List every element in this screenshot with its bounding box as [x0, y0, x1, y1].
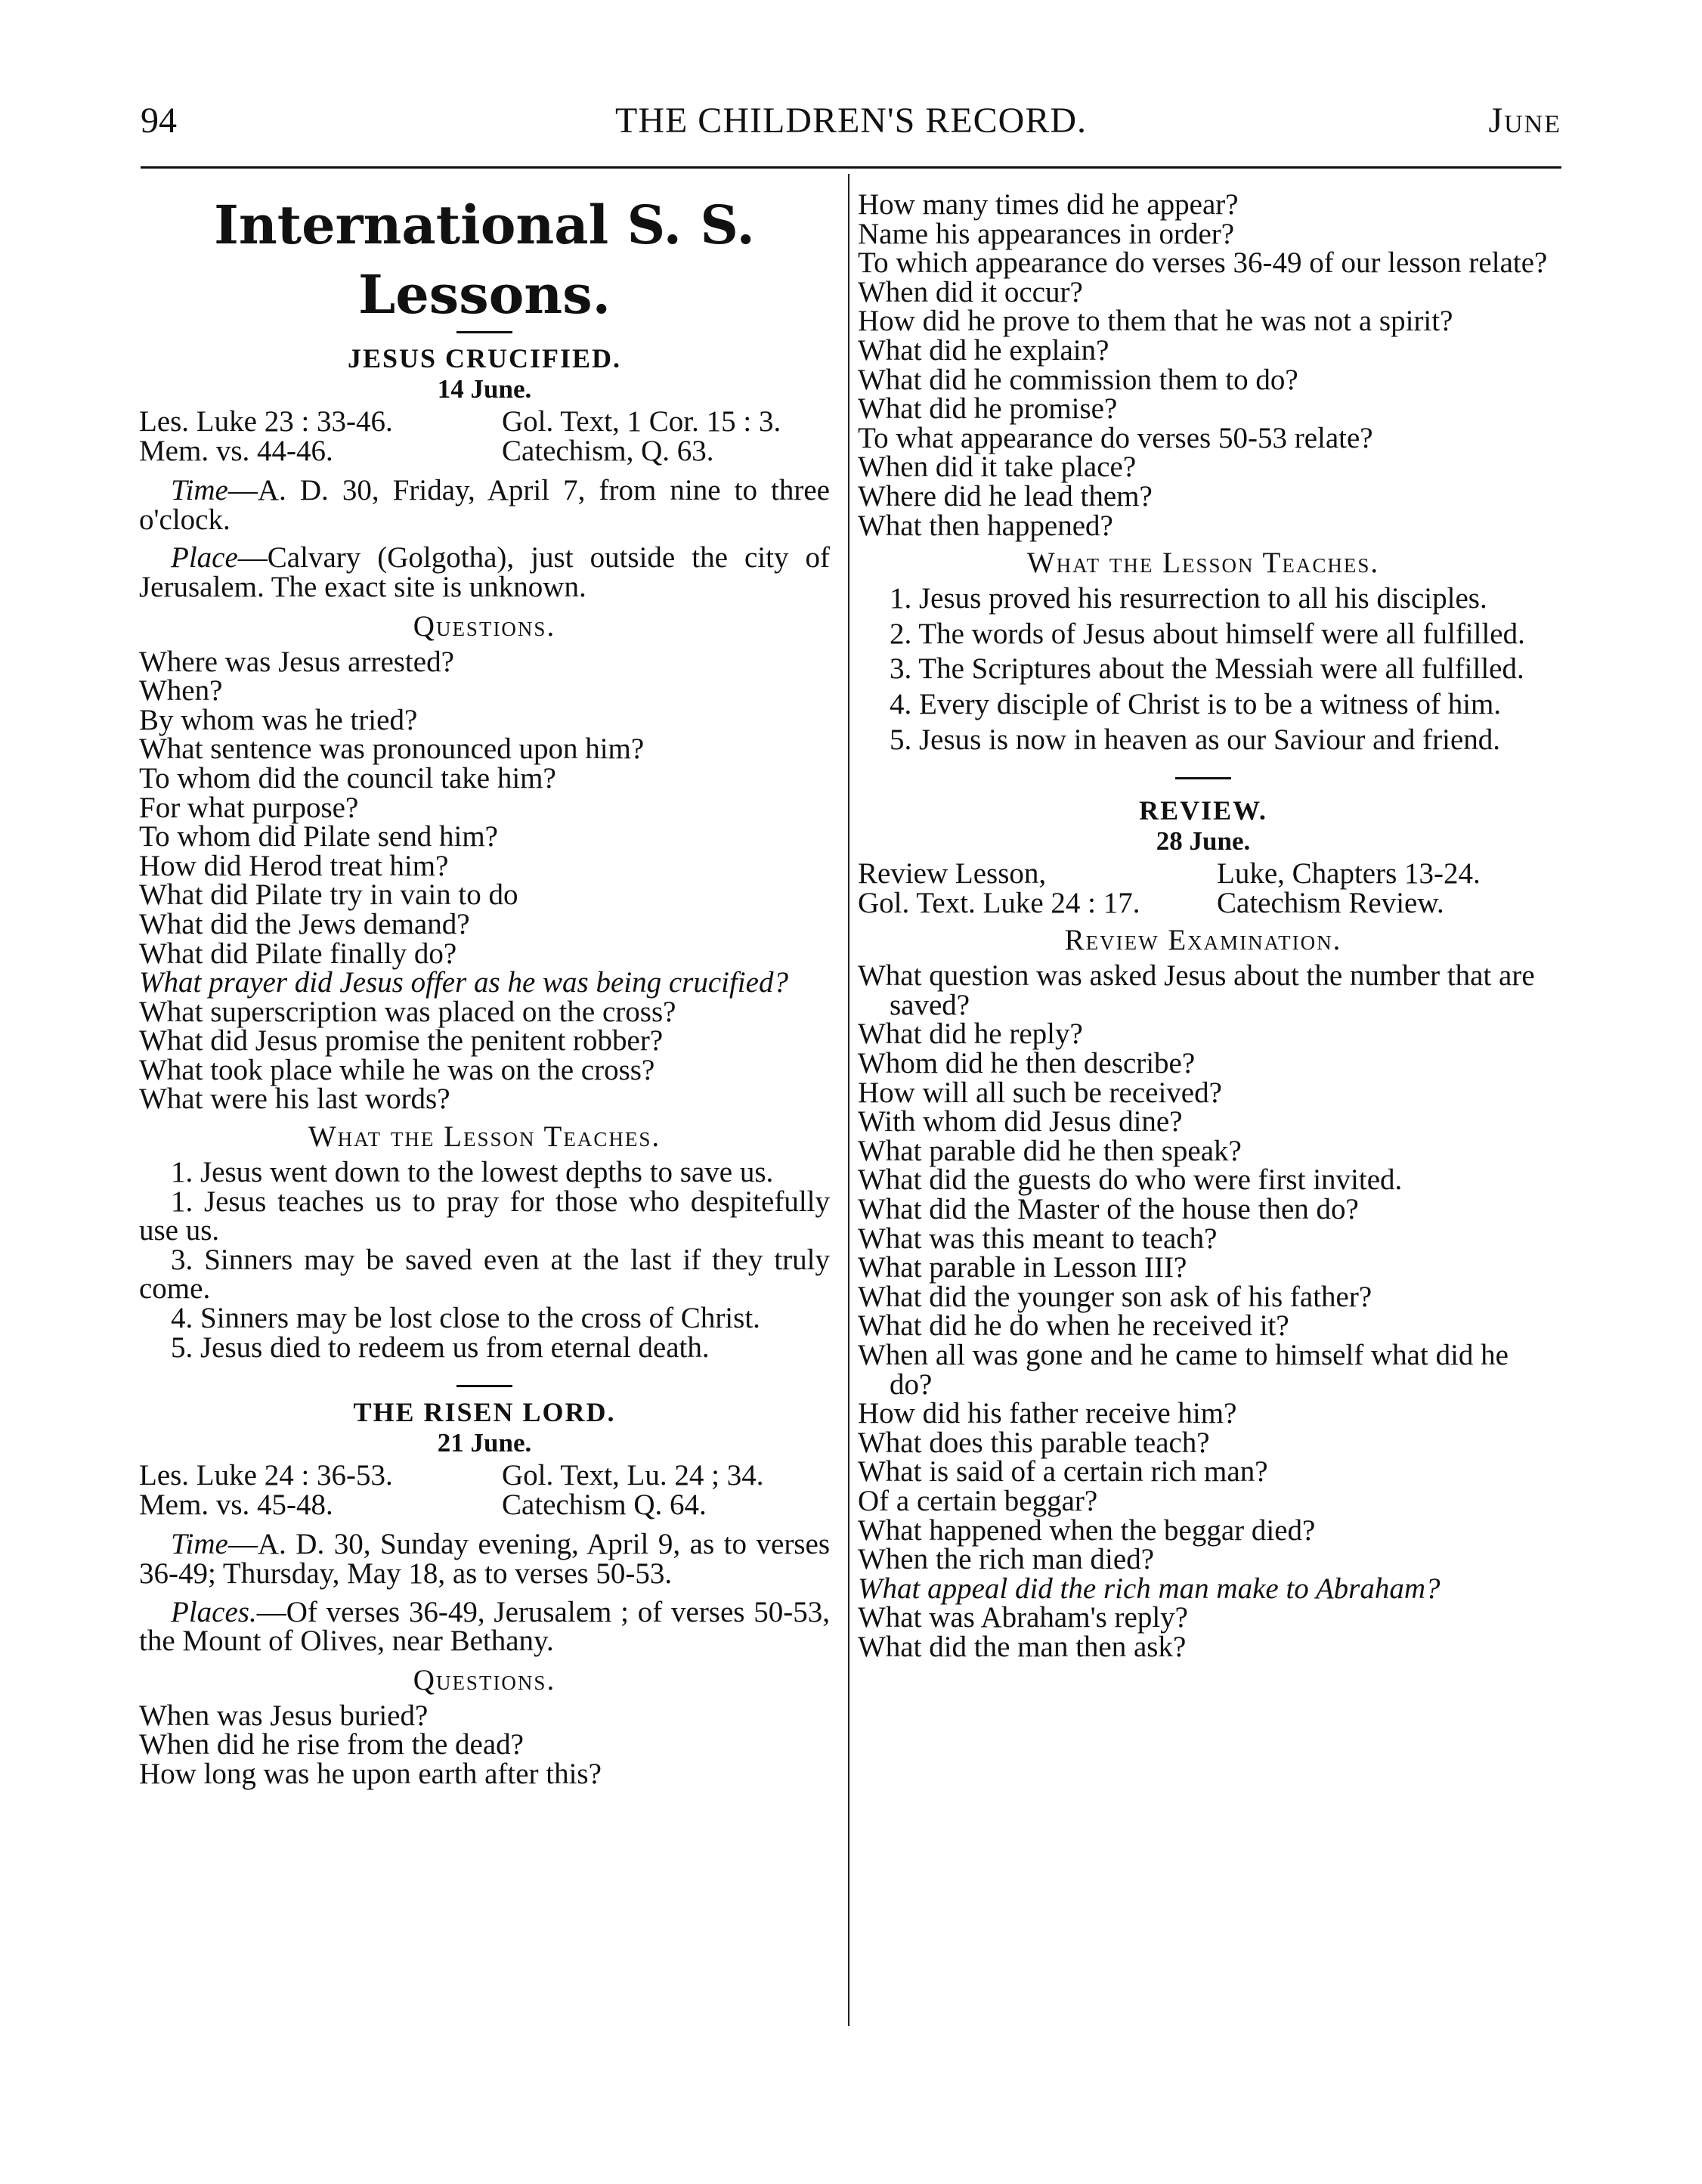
question: What took place while he was on the cross? [139, 1053, 655, 1086]
question: What did he reply? [858, 1018, 1083, 1051]
divider [1175, 777, 1231, 779]
time-text: —A. D. 30, Friday, April 7, from nine to three o'clock. [139, 474, 830, 536]
time-text: —A. D. 30, Sunday evening, April 9, as to verses 36-49; Thursday, May 18, as to verses 50-53. [139, 1528, 830, 1590]
catechism-ref: Catechism Q. 64. [502, 1488, 707, 1521]
memory-verses-ref: Mem. vs. 45-48. [139, 1488, 333, 1521]
question: What was this meant to teach? [858, 1222, 1218, 1255]
lesson-date: 14 June. [437, 374, 532, 404]
right-column [858, 188, 1549, 1663]
catechism-ref: Catechism Review. [1217, 886, 1444, 919]
question: What sentence was pronounced upon him? [139, 733, 645, 766]
question: How did Herod treat him? [139, 849, 449, 882]
question: What does this parable teach? [858, 1426, 1210, 1459]
question: What did the Master of the house then do? [858, 1193, 1359, 1226]
time-label: Time [171, 1528, 228, 1561]
teaching-point: 1. Jesus teaches us to pray for those who despitefully use us. [139, 1185, 830, 1247]
questions-heading: Questions. [413, 1663, 556, 1696]
question: When all was gone and he came to himself what did he do? [858, 1339, 1509, 1401]
question: To what appearance do verses 50-53 relate? [858, 421, 1373, 454]
question: What did Jesus promise the penitent robber? [139, 1024, 664, 1058]
question: What parable in Lesson III? [858, 1251, 1187, 1284]
question: By whom was he tried? [139, 703, 418, 736]
publication-title: THE CHILDREN'S RECORD. [615, 101, 1087, 141]
place-text: —Calvary (Golgotha), just outside the city of Jerusalem. The exact site is unknown. [139, 541, 830, 603]
lesson-title: REVIEW. [1139, 795, 1267, 826]
question: Of a certain beggar? [858, 1484, 1098, 1517]
question: What question was asked Jesus about the number that are saved? [858, 959, 1535, 1021]
question: To which appearance do verses 36-49 of our lesson relate? [858, 246, 1548, 280]
question: Where did he lead them? [858, 479, 1153, 513]
lesson-refs-row [858, 886, 1549, 919]
question: What prayer did Jesus offer as he was being crucified? [139, 966, 788, 999]
teaching-point: 2. The words of Jesus about himself were all fulfilled. [890, 617, 1525, 650]
question: Where was Jesus arrested? [139, 645, 454, 678]
time-paragraph [139, 476, 830, 534]
question: What did the Jews demand? [139, 907, 470, 940]
running-head [141, 97, 1561, 145]
question: What did the man then ask? [858, 1630, 1187, 1663]
teaching-point: 4. Every disciple of Christ is to be a witness of him. [890, 687, 1502, 720]
question: What did Pilate finally do? [139, 937, 457, 970]
place-paragraph [139, 541, 830, 603]
lesson-refs-row [139, 1461, 830, 1491]
question: Name his appearances in order? [858, 217, 1235, 250]
lesson-refs-row [139, 407, 830, 437]
divider [456, 331, 512, 333]
divider [456, 1385, 512, 1387]
catechism-ref: Catechism, Q. 63. [502, 434, 714, 467]
question: For what purpose? [139, 791, 359, 824]
question: What did he promise? [858, 392, 1118, 426]
question: What superscription was placed on the cross? [139, 995, 676, 1028]
header-rule [141, 166, 1561, 169]
question: What did Pilate try in vain to do [139, 878, 518, 912]
column-divider [848, 174, 849, 2026]
lesson-ref: Les. Luke 24 : 36-53. [139, 1459, 393, 1492]
place-label: Place [171, 541, 238, 575]
lesson-title: THE RISEN LORD. [353, 1397, 616, 1428]
lesson-risen-lord [139, 1396, 830, 1789]
golden-text-ref: Gol. Text, 1 Cor. 15 : 3. [502, 405, 781, 438]
question: What appeal did the rich man make to Abraham? [858, 1572, 1441, 1605]
question: Whom did he then describe? [858, 1047, 1196, 1080]
question: To whom did the council take him? [139, 761, 556, 795]
question: What is said of a certain rich man? [858, 1455, 1268, 1489]
issue-month: June [1488, 101, 1561, 141]
page-number: 94 [141, 101, 177, 141]
teaching-point: 4. Sinners may be lost close to the cross of Christ. [171, 1302, 760, 1335]
section-masthead: International S. S. Lessons. [214, 194, 755, 326]
lesson-date: 21 June. [437, 1428, 532, 1458]
teaches-heading: What the Lesson Teaches. [1026, 547, 1380, 580]
golden-text-ref: Gol. Text, Lu. 24 ; 34. [502, 1459, 764, 1492]
question: What were his last words? [139, 1083, 450, 1116]
left-column [139, 191, 830, 1789]
question: What did the younger son ask of his father? [858, 1280, 1372, 1313]
teaching-point: 3. Sinners may be saved even at the last if they truly come. [139, 1243, 830, 1306]
questions-list-continued [858, 188, 1549, 542]
time-label: Time [171, 474, 228, 507]
question: How did his father receive him? [858, 1397, 1237, 1430]
lesson-date: 28 June. [1156, 826, 1251, 857]
teaching-point: 3. The Scriptures about the Messiah were all fulfilled. [890, 652, 1524, 686]
question: How will all such be received? [858, 1076, 1222, 1109]
chapters-ref: Luke, Chapters 13-24. [1217, 857, 1481, 891]
question: What did the guests do who were first invited. [858, 1163, 1403, 1197]
lesson-refs-row [139, 1488, 830, 1521]
time-paragraph [139, 1530, 830, 1588]
teaches-heading: What the Lesson Teaches. [308, 1120, 661, 1154]
question: What parable did he then speak? [858, 1134, 1242, 1167]
question: How long was he upon earth after this? [139, 1757, 602, 1790]
teaching-point: 5. Jesus died to redeem us from eternal death. [171, 1331, 710, 1364]
question: When did he rise from the dead? [139, 1728, 524, 1761]
question: With whom did Jesus dine? [858, 1105, 1183, 1138]
teaching-point: 1. Jesus went down to the lowest depths to save us. [171, 1156, 774, 1189]
question: When the rich man died? [858, 1543, 1154, 1576]
teaching-point: 1. Jesus proved his resurrection to all his disciples. [890, 582, 1487, 615]
questions-list [139, 645, 830, 1116]
question: When? [139, 674, 223, 708]
lesson-refs-row [139, 434, 830, 467]
places-paragraph [139, 1595, 830, 1658]
teaching-point: 5. Jesus is now in heaven as our Saviour and friend. [890, 723, 1501, 756]
question: What did he explain? [858, 333, 1109, 367]
lesson-refs-row [858, 857, 1549, 891]
golden-text-ref: Gol. Text. Luke 24 : 17. [858, 886, 1140, 919]
question: How did he prove to them that he was not a spirit? [858, 305, 1453, 338]
lesson-ref: Les. Luke 23 : 33-46. [139, 405, 393, 438]
lesson-jesus-crucified [139, 342, 830, 1362]
question: How many times did he appear? [858, 188, 1239, 221]
question: When was Jesus buried? [139, 1699, 429, 1732]
lesson-review [858, 795, 1549, 1662]
questions-heading: Questions. [413, 609, 556, 643]
question: What was Abraham's reply? [858, 1601, 1188, 1634]
lesson-ref: Review Lesson, [858, 857, 1047, 891]
places-label: Places. [171, 1595, 257, 1628]
question: What did he do when he received it? [858, 1309, 1289, 1343]
lesson-title: JESUS CRUCIFIED. [347, 343, 622, 373]
question: What happened when the beggar died? [858, 1513, 1316, 1547]
question: To whom did Pilate send him? [139, 820, 498, 853]
memory-verses-ref: Mem. vs. 44-46. [139, 434, 333, 467]
question: When did it occur? [858, 275, 1083, 308]
review-heading: Review Examination. [1064, 924, 1342, 957]
places-text: —Of verses 36-49, Jerusalem ; of verses 50-53, the Mount of Olives, near Bethany. [139, 1595, 830, 1658]
question: When did it take place? [858, 451, 1137, 484]
question: What did he commission them to do? [858, 363, 1298, 396]
question: What then happened? [858, 509, 1113, 542]
